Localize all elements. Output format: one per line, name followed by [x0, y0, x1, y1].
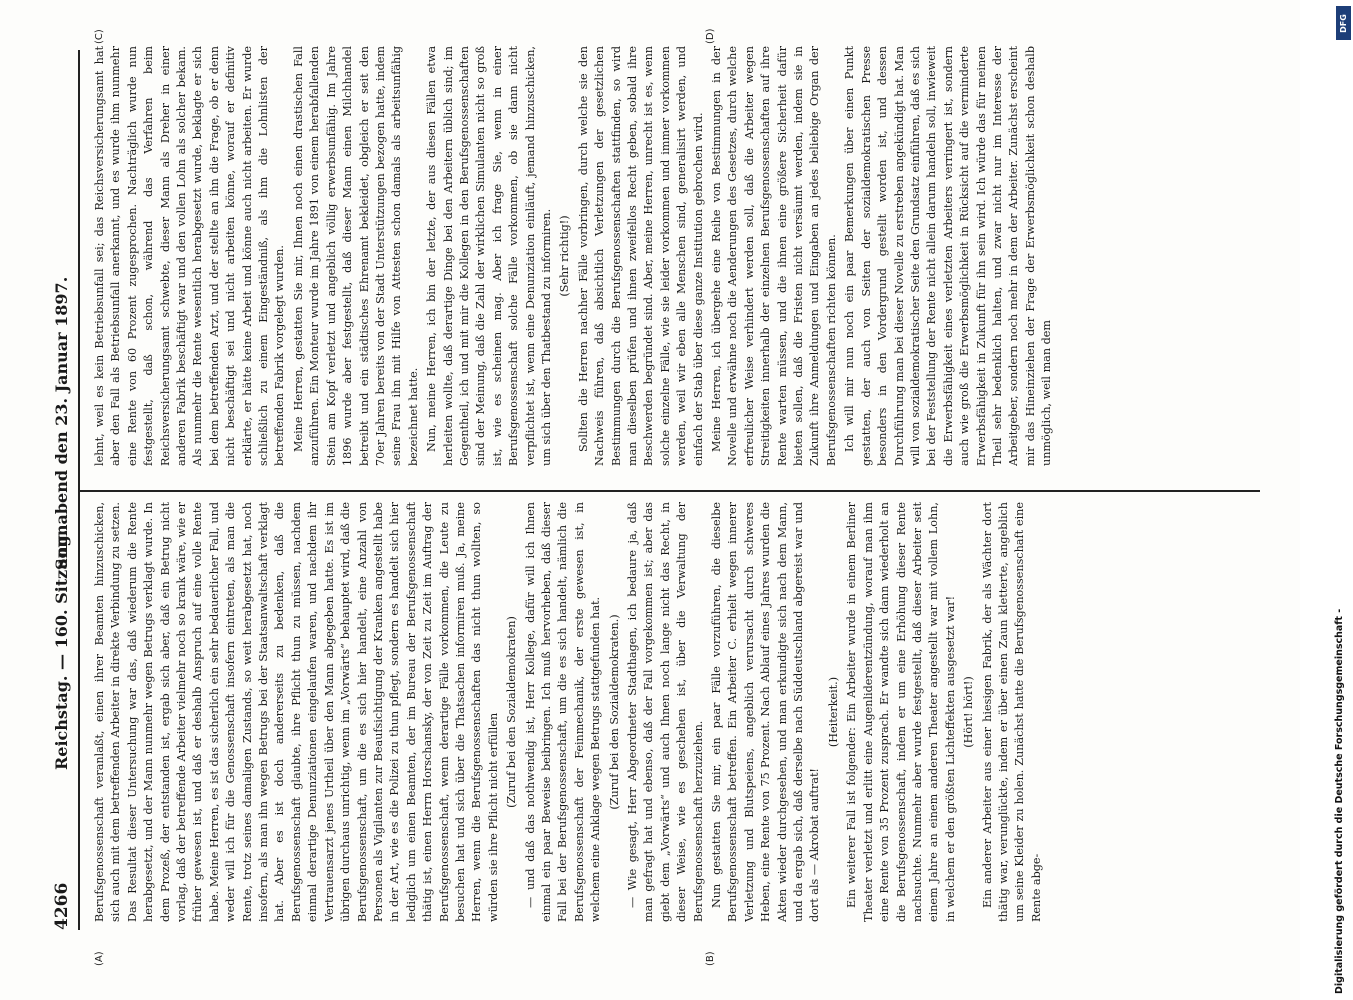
interjection: (Hört! hört!)	[962, 676, 976, 748]
margin-marker-d: (D)	[705, 28, 716, 44]
running-header	[52, 50, 78, 930]
session-title: Reichstag. — 160. Sitzung.	[52, 529, 71, 770]
right-text-column	[92, 46, 1252, 466]
paragraph: Meine Herren, ich übergehe eine Reihe von Bestimmungen in der Novelle und erwähne noch die Aenderungen des Gesetzes, durch welche erfreulicher Weise verhindert werden soll, daß die Arbeiter wegen Streitigkeiten innerhalb der einzelnen Berufsgenossenschaften auf ihre Rente warten müssen, und die ihnen eine größere Sicherheit dafür bieten sollen, daß die Fristen nicht versäumt werden, indem sie in Zukunft ihre Anmeldungen und Eingaben an jedes beliebige Organ der Berufsgenossenschaften richten können.	[710, 46, 838, 466]
paragraph: Meine Herren, gestatten Sie mir, Ihnen noch einen drastischen Fall anzuführen. Ein Monteur wurde im Jahre 1891 von einem herabfallenden Stein am Kopf verletzt und angeblich völlig erwerbsunfähig. Im Jahre 1896 wurde aber festgestellt, daß dieser Mann einen Milchhandel betreibt und ein städtisches Ehrenamt bekleidet, obgleich er seit den 70er Jahren bereits von der Stadt Unterstützungen bezogen hatte, indem seine Frau ihn mit Hilfe von Attesten schon damals als arbeitsunfähig bezeichnet hatte.	[291, 46, 420, 466]
interjection: (Heiterkeit.)	[826, 676, 840, 748]
interjection: (Zuruf bei den Sozialdemokraten.)	[607, 614, 621, 810]
paragraph: lehnt, weil es kein Betriebsunfall sei; das Reichsversicherungsamt hat aber den Fall als Betriebsunfall anerkannt, und es wurde ihm nunmehr eine Rente von 60 Prozent zugesprochen. Nachträglich wurde nun festgestellt, daß schon, während das Verfahren beim Reichsversicherungsamt schwebte, dieser Mann als Dreher in einer anderen Fabrik beschäftigt war und den vollen Lohn als solcher bekam. Als nunmehr die Rente wesentlich herabgesetzt wurde, beklagte er sich bei dem betreffenden Arzt, und der stellte an ihn die Frage, ob er denn nicht beschäftigt sei und nicht arbeiten könne, worauf er definitiv erklärte, er hätte keine Arbeit und könne auch nicht arbeiten. Er wurde schließlich zu einem Eingeständniß, als ihm die Lohnlisten der betreffenden Fabrik vorgelegt wurden.	[93, 46, 287, 466]
dfg-logo-text: DFG	[1339, 13, 1349, 33]
digitization-credit	[1316, 0, 1350, 1000]
page-number: 4266	[52, 882, 72, 930]
paragraph: Ein anderer Arbeiter aus einer hiesigen Fabrik, der als Wächter dort thätig war, verunglückte, indem er über einen Zaun kletterte, angeblich um seine Kleider zu holen. Zunächst hatte die Berufsgenossenschaft eine Rente abge-	[980, 502, 1043, 922]
paragraph: — und daß das nothwendig ist, Herr Kollege, dafür will ich Ihnen einmal ein paar Beweise beibringen. Ich muß hervorheben, daß dieser Fall bei der Berufsgenossenschaft, um die es sich handelt, nämlich die Berufsgenossenschaft der Feinmechanik, der erste gewesen ist, in welchem eine Anklage wegen Betrugs stattgefunden hat.	[523, 502, 603, 922]
paragraph: Ich will mir nun noch ein paar Bemerkungen über einen Punkt gestatten, der auch von Seiten der sozialdemokratischen Presse besonders in den Vordergrund gestellt worden ist, und dessen Durchführung man bei dieser Novelle zu erstreben angekündigt hat. Man will von sozialdemokratischer Seite den Grundsatz einführen, daß es sich bei der Feststellung der Rente nicht allein darum handeln soll, inwieweit die Erwerbsfähigkeit eines verletzten Arbeiters verringert ist, sondern auch wie groß die Erwerbsmöglichkeit in Rücksicht auf die verminderte Erwerbsfähigkeit in Zukunft für ihn sein wird. Ich würde das für meinen Theil sehr bedenklich halten, und zwar nicht nur im Interesse der Arbeitgeber, sondern noch mehr in dem der Arbeiter. Zunächst erscheint mir das Hineinziehen der Frage der Erwerbsmöglichkeit schon deshalb unmöglich, weil man dem	[843, 46, 1054, 466]
paragraph: Sollten die Herren nachher Fälle vorbringen, durch welche sie den Nachweis führen, daß absichtlich Verletzungen der gesetzlichen Bestimmungen durch die Berufsgenossenschaften stattfinden, so wird man dieselben prüfen und ihnen zweifellos Recht geben, sobald ihre Beschwerden begründet sind. Aber, meine Herren, unrecht ist es, wenn solche einzelne Fälle, wie sie leider vorkommen und immer vorkommen werden, weil wir eben alle Menschen sind, generalisirt werden, und einfach der Stab über diese ganze Institution gebrochen wird.	[576, 46, 705, 466]
margin-marker-a: (A)	[94, 951, 105, 966]
paragraph: Ein weiterer Fall ist folgender: Ein Arbeiter wurde in einem Berliner Theater verletzt und erlitt eine Augenliderentzündung, worauf man ihm eine Rente von 35 Prozent zusprach. Er wandte sich dann wiederholt an die Berufsgenossenschaft, indem er um eine Erhöhung dieser Rente nachsuchte. Nunmehr aber wurde festgestellt, daß dieser Arbeiter seit einem Jahre an einem anderen Theater angestellt war mit vollem Lohn, in welchem er den größten Lichteffekten ausgesetzt war!	[845, 502, 957, 922]
dfg-logo	[1336, 6, 1351, 40]
paragraph: Berufsgenossenschaft veranlaßt, einen ihrer Beamten hinzuschicken, sich auch mit dem betreffenden Arbeiter in direkte Verbindung zu setzen. Das Resultat dieser Untersuchung war das, daß wiederum die Rente herabgesetzt, und der Mann nunmehr wegen Betrugs verklagt wurde. In dem Prozeß, der entstanden ist, ergab sich aber, daß ein Betrug nicht vorlag, daß der betreffende Arbeiter vielmehr noch so krank wäre, wie er früher gewesen ist, und daß er deshalb Anspruch auf eine volle Rente habe. Meine Herren, es ist das sicherlich ein sehr bedauerlicher Fall, und weder will ich für die Genossenschaft insofern eintreten, als man die Rente, trotz seines damaligen Zustands, so weit herabgesetzt hat, noch insofern, als man ihn wegen Betrugs bei der Staatsanwaltschaft verklagt hat. Aber es ist doch andererseits zu bedenken, daß die Berufsgenossenschaft glaubte, ihre Pflicht thun zu müssen, nachdem einmal derartige Denunziationen eingelaufen waren, und nachdem ihr Vertrauensarzt jenes Urtheil über den Mann abgegeben hatte. Es ist im übrigen durchaus unrichtig, wenn im „Vorwärts“ behauptet wird, daß die Berufsgenossenschaft, um die es sich hier handelt, eine Anzahl von Personen als Vigilanten zur Beaufsichtigung der Kranken angestellt habe in der Art, wie es die Polizei zu thun pflegt, sondern es handelt sich hier lediglich um einen Beamten, der im Bureau der Berufsgenossenschaft thätig ist, einen Herrn Horschansky, der von Zeit zu Zeit im Auftrag der Berufsgenossenschaft, wenn derartige Fälle vorkommen, die Leute zu besuchen hat und sich über die Thatsachen informiren muß. Ja, meine Herren, wenn die Berufsgenossenschaften das nicht thun wollten, so würden sie ihre Pflicht nicht erfüllen	[93, 502, 500, 922]
column-divider	[80, 490, 1260, 492]
paragraph: — Wie gesagt, Herr Abgeordneter Stadthagen, ich bedaure ja, daß man gefragt hat und ebenso, daß der Fall vorgekommen ist; aber das giebt dem „Vorwärts“ und auch Ihnen noch lange nicht das Recht, in dieser Weise, wie es geschehen ist, über die Verwaltung der Berufsgenossenschaft herzuziehen.	[626, 502, 705, 922]
interjection: (Sehr richtig!)	[558, 215, 572, 297]
left-text-column	[92, 502, 1252, 922]
paragraph: Nun, meine Herren, ich bin der letzte, der aus diesen Fällen etwa herleiten wollte, daß derartige Dinge bei den Arbeitern üblich sind; im Gegentheil, ich und mit mir die Kollegen in den Berufsgenossenschaften sind der Meinung, daß die Zahl der wirklichen Simulanten nicht so groß ist, wie es scheinen mag. Aber ich frage Sie, wenn in einer Berufsgenossenschaft solche Fälle vorkommen, ob sie dann nicht verpflichtet ist, wenn eine Denunziation einläuft, jemand hinzuschicken, um sich über den Thatbestand zu informiren.	[425, 46, 553, 466]
interjection: (Zuruf bei den Sozialdemokraten)	[505, 616, 519, 808]
paragraph: Nun gestatten Sie mir, ein paar Fälle vorzuführen, die dieselbe Berufsgenossenschaft betreffen. Ein Arbeiter C. erhielt wegen innerer Verletzung und Blutspeiens, angeblich verursacht durch schweres Heben, eine Rente von 75 Prozent. Nach Ablauf eines Jahres wurden die Akten wieder durchgesehen, und man erkundigte sich nach dem Mann, und da ergab sich, daß derselbe nach Süddeutschland abgereist war und dort als — Akrobat auftrat!	[710, 502, 822, 922]
margin-marker-c: (C)	[94, 29, 105, 44]
session-date: Sonnabend den 23. Januar 1897.	[52, 276, 71, 570]
margin-marker-b: (B)	[705, 951, 716, 966]
credit-text: Digitalisierung gefördert durch die Deutsche Forschungsgemeinschaft -	[1334, 608, 1345, 994]
